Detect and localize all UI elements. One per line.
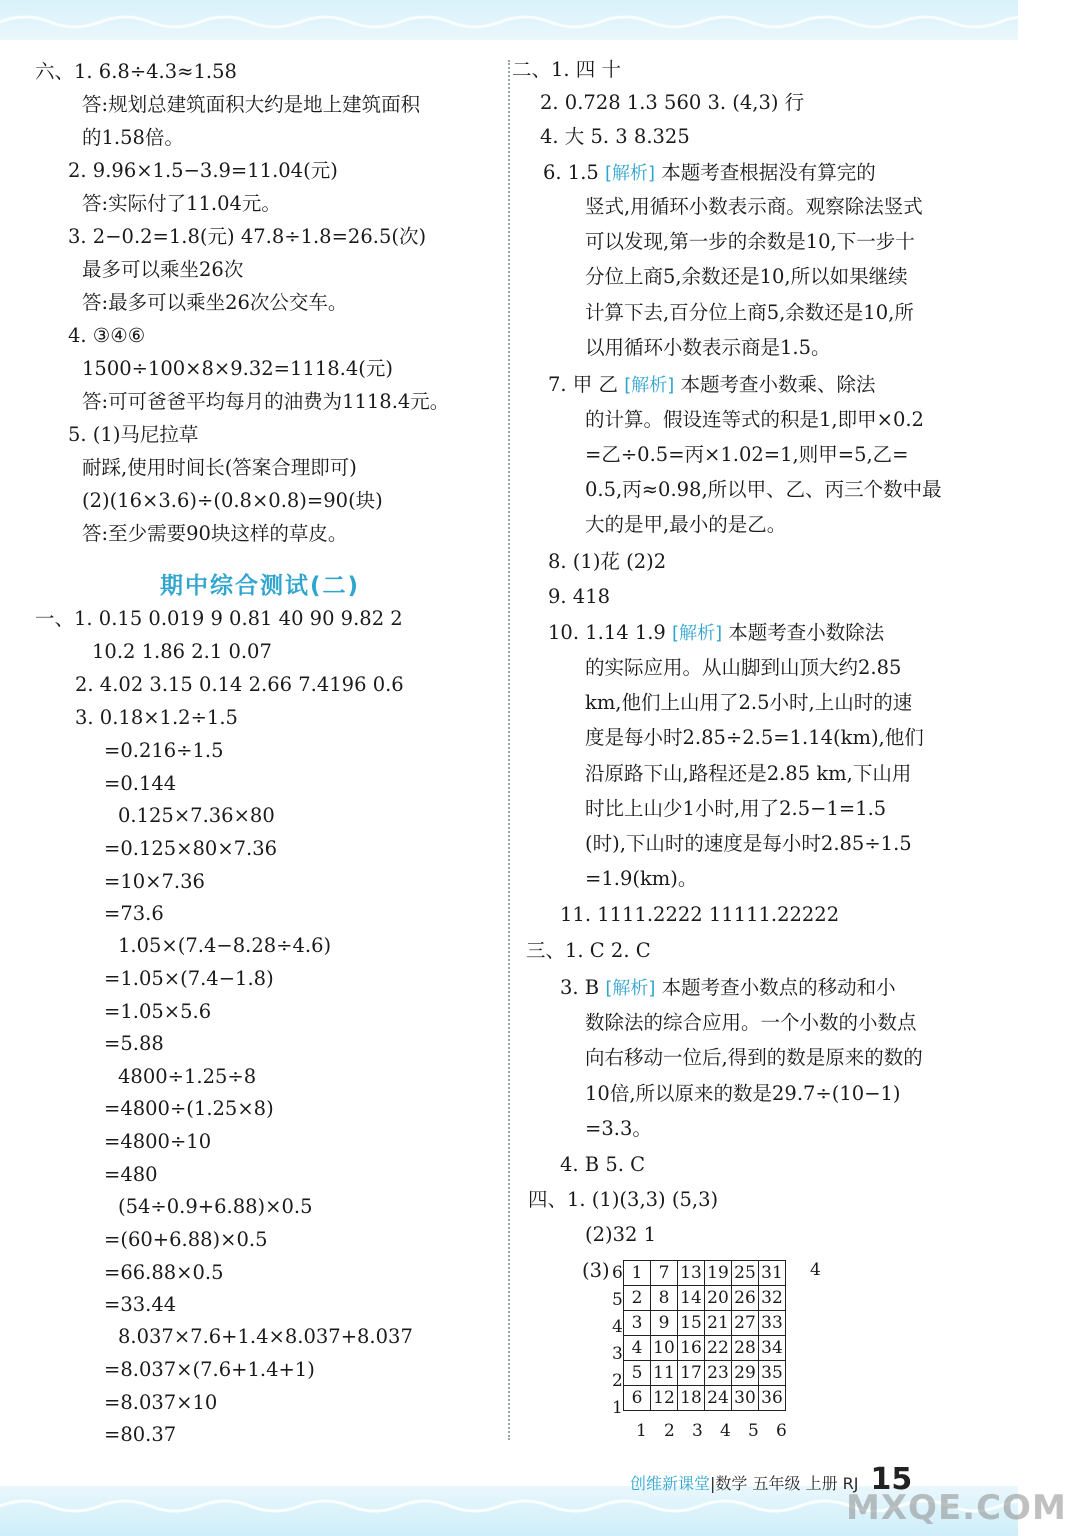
calc-step: =(60+6.88)×0.5	[104, 1228, 268, 1251]
calc-step: =73.6	[104, 902, 164, 925]
answer-line	[543, 160, 876, 187]
answer-line: 2. 9.96×1.5−3.9=11.04(元)	[68, 159, 338, 182]
grid-cell: 21	[705, 1311, 732, 1336]
calc-step: =33.44	[104, 1293, 177, 1316]
answer-line: 向右移动一位后,得到的数是原来的数的	[585, 1046, 923, 1069]
grid-x-label: 3	[692, 1421, 703, 1441]
grid-cell: 13	[678, 1261, 705, 1286]
top-decorative-band	[0, 0, 1018, 40]
grid-cell: 15	[678, 1311, 705, 1336]
answer-value: 7. 甲 乙	[548, 373, 619, 396]
answer-line: 10.2 1.86 2.1 0.07	[92, 640, 272, 663]
grid-cell: 35	[759, 1361, 786, 1386]
answer-line: 六、1. 6.8÷4.3≈1.58	[35, 60, 237, 83]
answer-line: 三、1. C 2. C	[526, 939, 651, 962]
answer-line: 的1.58倍。	[82, 126, 184, 149]
grid-y-label: 5	[612, 1290, 623, 1310]
calc-step: 4800÷1.25÷8	[118, 1065, 257, 1088]
grid-cell: 1	[624, 1261, 651, 1286]
answer-line	[548, 372, 875, 399]
calc-step: =4800÷10	[104, 1130, 212, 1153]
answer-line: =乙÷0.5=丙×1.02=1,则甲=5,乙=	[585, 443, 909, 466]
grid-cell: 27	[732, 1311, 759, 1336]
answer-line: 4. ③④⑥	[68, 324, 146, 347]
analysis-text: 本题考查小数点的移动和小	[661, 976, 896, 999]
grid-cell: 25	[732, 1261, 759, 1286]
answer-value: 6. 1.5	[543, 161, 599, 184]
answer-line: 0.5,丙≈0.98,所以甲、乙、丙三个数中最	[585, 478, 942, 501]
answer-line: 沿原路下山,路程还是2.85 km,下山用	[585, 762, 912, 785]
grid-cell: 24	[705, 1386, 732, 1411]
answer-line: 11. 1111.2222 11111.22222	[560, 903, 840, 926]
answer-line: 1500÷100×8×9.32=1118.4(元)	[82, 357, 393, 380]
calc-step: =8.037×(7.6+1.4+1)	[104, 1358, 315, 1381]
answer-line: 2. 4.02 3.15 0.14 2.66 7.4196 0.6	[75, 673, 404, 696]
answer-line: 5. (1)马尼拉草	[68, 423, 199, 446]
calc-step: =8.037×10	[104, 1391, 218, 1414]
grid-y-label: 3	[612, 1344, 623, 1364]
footer-brand: 创维新课堂	[630, 1474, 711, 1493]
answer-line: 竖式,用循环小数表示商。观察除法竖式	[585, 195, 923, 218]
analysis-tag: [解析]	[672, 623, 723, 644]
answer-line: 耐踩,使用时间长(答案合理即可)	[82, 456, 357, 479]
answer-line: 的计算。假设连等式的积是1,即甲×0.2	[585, 408, 924, 431]
grid-side-note: 4	[810, 1260, 821, 1280]
analysis-tag: [解析]	[605, 978, 656, 999]
answer-value: 10. 1.14 1.9	[548, 621, 666, 644]
grid-cell: 30	[732, 1386, 759, 1411]
grid-cell: 17	[678, 1361, 705, 1386]
grid-cell: 26	[732, 1286, 759, 1311]
answer-line: (2)(16×3.6)÷(0.8×0.8)=90(块)	[82, 489, 383, 512]
answer-line: 9. 418	[548, 585, 611, 608]
page-number: 15	[870, 1462, 913, 1497]
footer-subject: |数学 五年级 上册 RJ	[710, 1474, 859, 1493]
grid-cell: 14	[678, 1286, 705, 1311]
grid-cell: 22	[705, 1336, 732, 1361]
analysis-tag: [解析]	[624, 375, 675, 396]
calc-step: =66.88×0.5	[104, 1261, 224, 1284]
analysis-text: 本题考查小数乘、除法	[680, 373, 876, 396]
answer-line: km,他们上山用了2.5小时,上山时的速	[585, 691, 913, 714]
grid-x-label: 6	[776, 1421, 787, 1441]
grid-y-label: 2	[612, 1371, 623, 1391]
answer-line: 答:可可爸爸平均每月的油费为1118.4元。	[82, 390, 450, 413]
column-divider	[508, 60, 510, 1440]
answer-line: 答:最多可以乘坐26次公交车。	[82, 291, 348, 314]
answer-line: 答:至少需要90块这样的草皮。	[82, 522, 348, 545]
answer-line: 四、1. (1)(3,3) (5,3)	[528, 1188, 719, 1211]
answer-line	[548, 620, 884, 647]
calc-step: =0.144	[104, 772, 177, 795]
wave-pattern-top	[0, 0, 1018, 40]
grid-cell: 7	[651, 1261, 678, 1286]
grid-x-label: 1	[636, 1421, 647, 1441]
grid-cell: 34	[759, 1336, 786, 1361]
answer-line: 10倍,所以原来的数是29.7÷(10−1)	[585, 1082, 901, 1105]
calc-step: 8.037×7.6+1.4×8.037+8.037	[118, 1325, 413, 1348]
grid-y-label: 6	[612, 1263, 623, 1283]
calc-step: =0.125×80×7.36	[104, 837, 278, 860]
answer-line: 最多可以乘坐26次	[82, 258, 244, 281]
grid-cell: 10	[651, 1336, 678, 1361]
answer-line: 8. (1)花 (2)2	[548, 550, 667, 573]
grid-cell: 2	[624, 1286, 651, 1311]
calc-step: =80.37	[104, 1423, 177, 1446]
answer-line: 时比上山少1小时,用了2.5−1=1.5	[585, 797, 887, 820]
watermark: MXQE.COM	[846, 1488, 1067, 1528]
answer-line: =1.9(km)。	[585, 867, 698, 890]
answer-line: 2. 0.728 1.3 560 3. (4,3) 行	[540, 91, 805, 114]
answer-line: 可以发现,第一步的余数是10,下一步十	[585, 230, 915, 253]
grid-cell: 18	[678, 1386, 705, 1411]
answer-line: (2)32 1	[585, 1223, 657, 1246]
answer-line: 数除法的综合应用。一个小数的小数点	[585, 1011, 917, 1034]
grid-cell: 19	[705, 1261, 732, 1286]
grid-cell: 33	[759, 1311, 786, 1336]
grid-row	[624, 1261, 786, 1286]
answer-value: 3. B	[560, 976, 600, 999]
answer-line: 度是每小时2.85÷2.5=1.14(km),他们	[585, 726, 924, 749]
answer-line	[560, 975, 896, 1002]
calc-step: =480	[104, 1163, 158, 1186]
grid-cell: 28	[732, 1336, 759, 1361]
grid-cell: 16	[678, 1336, 705, 1361]
grid-cell: 32	[759, 1286, 786, 1311]
grid-cell: 3	[624, 1311, 651, 1336]
grid-x-label: 4	[720, 1421, 731, 1441]
grid-row	[624, 1386, 786, 1411]
number-grid	[623, 1260, 786, 1411]
grid-row	[624, 1336, 786, 1361]
grid-cell: 11	[651, 1361, 678, 1386]
grid-x-label: 5	[748, 1421, 759, 1441]
grid-row	[624, 1361, 786, 1386]
analysis-tag: [解析]	[605, 163, 656, 184]
answer-line: 计算下去,百分位上商5,余数还是10,所	[585, 301, 914, 324]
answer-line: 二、1. 四 十	[512, 58, 622, 81]
answer-line: 4. B 5. C	[560, 1153, 646, 1176]
grid-y-label: 4	[612, 1317, 623, 1337]
grid-cell: 6	[624, 1386, 651, 1411]
grid-cell: 9	[651, 1311, 678, 1336]
calc-step: (54÷0.9+6.88)×0.5	[118, 1195, 313, 1218]
calc-step: =10×7.36	[104, 870, 205, 893]
calc-step: =1.05×(7.4−1.8)	[104, 967, 274, 990]
analysis-text: 本题考查根据没有算完的	[661, 161, 876, 184]
grid-cell: 8	[651, 1286, 678, 1311]
answer-line: 大的是甲,最小的是乙。	[585, 513, 787, 536]
grid-row	[624, 1311, 786, 1336]
answer-line: 答:规划总建筑面积大约是地上建筑面积	[82, 93, 421, 116]
answer-line: 以用循环小数表示商是1.5。	[585, 336, 831, 359]
analysis-text: 本题考查小数除法	[728, 621, 885, 644]
calc-step: =5.88	[104, 1032, 164, 1055]
answer-line: (时),下山时的速度是每小时2.85÷1.5	[585, 832, 912, 855]
grid-row	[624, 1286, 786, 1311]
grid-cell: 5	[624, 1361, 651, 1386]
answer-line: 分位上商5,余数还是10,所以如果继续	[585, 265, 908, 288]
grid-cell: 12	[651, 1386, 678, 1411]
grid-cell: 23	[705, 1361, 732, 1386]
grid-x-label: 2	[664, 1421, 675, 1441]
grid-cell: 29	[732, 1361, 759, 1386]
grid-cell: 20	[705, 1286, 732, 1311]
grid-cell: 4	[624, 1336, 651, 1361]
answer-line: 答:实际付了11.04元。	[82, 192, 281, 215]
calc-step: =4800÷(1.25×8)	[104, 1097, 274, 1120]
calc-step: =1.05×5.6	[104, 1000, 212, 1023]
grid-cell: 31	[759, 1261, 786, 1286]
grid-cell: 36	[759, 1386, 786, 1411]
answer-line: 3. 0.18×1.2÷1.5	[75, 706, 238, 729]
calc-step: =0.216÷1.5	[104, 739, 224, 762]
answer-line: 一、1. 0.15 0.019 9 0.81 40 90 9.82 2	[35, 607, 403, 630]
calc-step: 0.125×7.36×80	[118, 804, 275, 827]
answer-line: 的实际应用。从山脚到山顶大约2.85	[585, 656, 902, 679]
answer-line: (3)	[582, 1259, 610, 1282]
grid-y-label: 1	[612, 1398, 623, 1418]
calc-step: 1.05×(7.4−8.28÷4.6)	[118, 934, 332, 957]
answer-line: 3. 2−0.2=1.8(元) 47.8÷1.8=26.5(次)	[68, 225, 427, 248]
answer-line: 4. 大 5. 3 8.325	[540, 125, 690, 148]
answer-line: =3.3。	[585, 1117, 652, 1140]
section-title: 期中综合测试(二)	[159, 573, 361, 599]
